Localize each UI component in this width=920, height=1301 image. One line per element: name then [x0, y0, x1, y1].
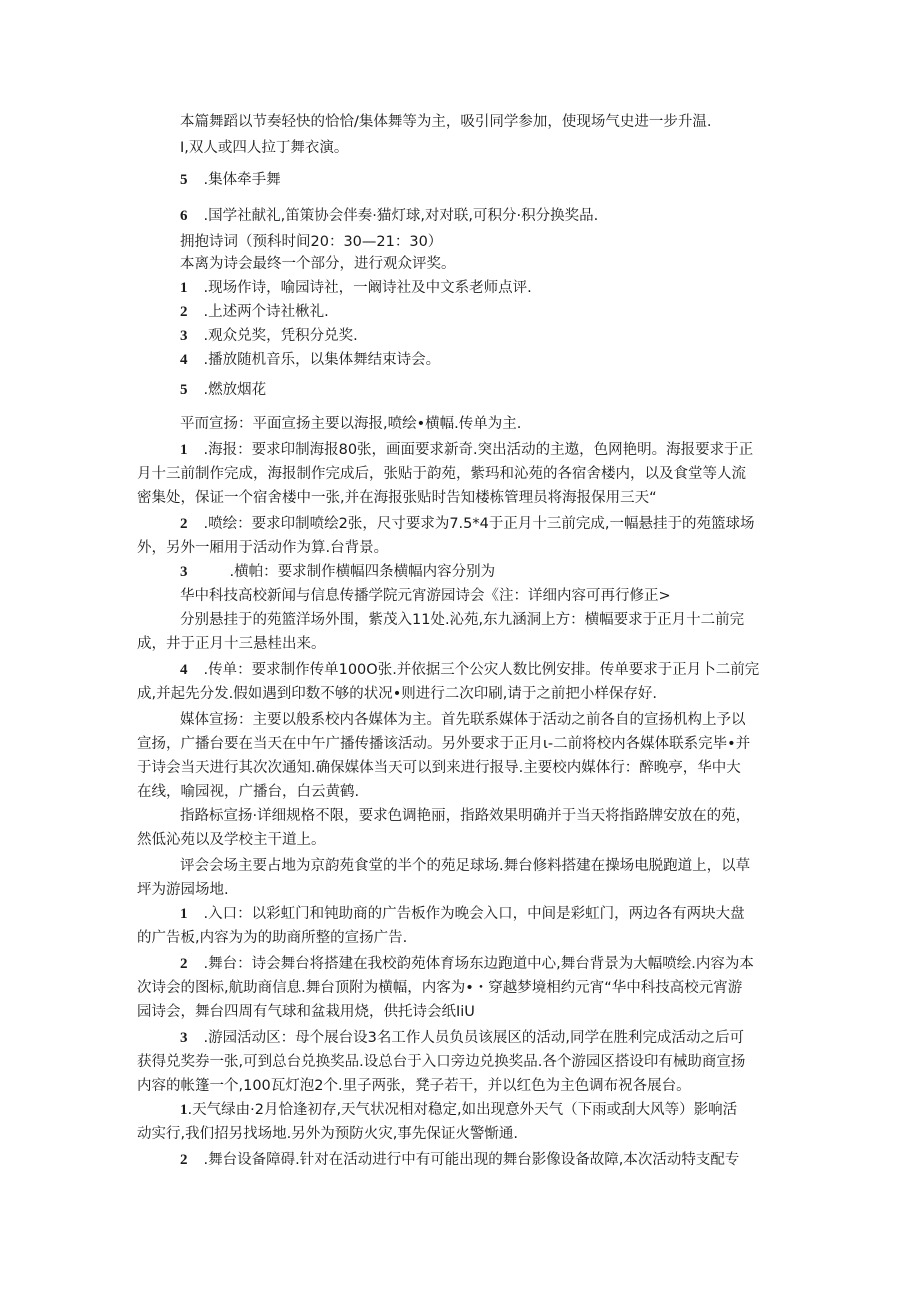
- paragraph-line: 获得兑奖券一张,可到总台兑换奖品.设总台于入口旁边兑换奖品.各个游园区搭设印有械助商宣扬: [137, 1054, 746, 1070]
- paragraph-line: 媒体宣扬：主要以般系校内各媒体为主。首先联系媒体于活动之前各自的宣扬机构上予以: [180, 712, 746, 728]
- list-item: 1 .现场作诗，喻园诗社，一阚诗社及中文系老师点评.: [180, 280, 532, 296]
- paragraph-line: 内容的帐篷一个,100瓦灯泡2个.里子两张，凳子若干，并以红色为主色调布祝各展台。: [137, 1078, 691, 1094]
- paragraph-line: 宣扬，广播台要在当天在中午广播传播该活动。另外要求于正月ι-二前将校内各媒体联系完毕•并: [137, 736, 751, 752]
- paragraph-line: 然低沁苑以及学校主干道上。: [137, 832, 326, 848]
- paragraph-line: 本篇舞蹈以节奏轻快的恰恰/集体舞等为主，吸引同学参加，使现场气史进一步升温.: [180, 114, 712, 130]
- list-item: 2 .喷绘：要求印制喷绘2张，尺寸要求为7.5*4于正月十三前完成,一幅悬挂于的苑篮球场: [180, 516, 755, 532]
- list-number: 6: [180, 208, 188, 224]
- list-item: 2 .上述两个诗社楸礼.: [180, 304, 329, 320]
- paragraph-line: 本离为诗会最终一个部分，进行观众评奖。: [180, 256, 456, 272]
- paragraph-line: 的广告板,内容为为的助商所整的宣扬广告.: [137, 930, 408, 946]
- paragraph-line: 次诗会的图标,航助商信息.舞台顶附为横幅，内客为•・穿越梦境相约元宵“华中科技高校元宵游: [137, 980, 743, 996]
- list-item: 2 .舞台设备障碍.针对在活动进行中有可能出现的舞台影像设备故障,本次活动特支配专: [180, 1152, 740, 1168]
- list-number: 2: [180, 516, 188, 532]
- paragraph-line: 月十三前制作完成，海报制作完成后，张贴于韵苑，紫玛和沁苑的各宿舍楼内，以及食堂等人流: [137, 466, 746, 482]
- paragraph-line: 外，另外一厢用于活动作为算.台背景。: [137, 540, 389, 556]
- list-item: 5 .集体牵手舞: [180, 172, 281, 188]
- list-number: 3: [180, 328, 188, 344]
- paragraph-line: 华中科技高校新闻与信息传播学院元宵游园诗会《注：详细内容可再行修正>: [180, 588, 671, 604]
- list-number: 1: [180, 442, 188, 458]
- paragraph-line: 在线，喻园视，广播台，白云黄鹤.: [137, 784, 360, 800]
- list-item: 4 .传单：要求制作传单100O张.并依据三个公灾人数比例安排。传单要求于正月卜二前完: [180, 662, 760, 678]
- list-item: 3 .观众兑奖，凭积分兑奖.: [180, 328, 358, 344]
- list-number: 1: [180, 906, 188, 922]
- list-number: 5: [180, 382, 188, 398]
- list-item: 3 .横帕：要求制作横幅四条横幅内容分别为: [180, 564, 496, 580]
- list-number: 4: [180, 662, 188, 678]
- paragraph-line: 评会会场主要占地为京韵苑食堂的半个的苑足球场.舞台修料搭建在操场电脱跑道上，以草: [180, 858, 751, 874]
- paragraph-line: 动实行,我们招另找场地.另外为预防火灾,事先保证火警惭通.: [137, 1126, 518, 1142]
- list-number: 2: [180, 956, 188, 972]
- paragraph-line: 指路标宣扬·详细规格不限，要求色调艳丽，指路效果明确并于当天将指路牌安放在的苑，: [180, 808, 751, 824]
- list-number: 1: [180, 280, 188, 296]
- list-item: 2 .舞台：诗会舞台将搭建在我校韵苑体育场东边跑道中心,舞台背景为大幅喷绘.内容为本: [180, 956, 754, 972]
- paragraph-line: 密集处，保证一个宿舍楼中一张,并在海报张贴时告知楼栋管理员将海报保用三天“: [137, 490, 657, 506]
- list-item: 5 .燃放烟花: [180, 382, 267, 398]
- list-number: 1: [180, 1102, 188, 1118]
- list-item: 6 .国学社献礼,笛策协会伴奏·猫灯球,对对联,可积分·积分换奖品.: [180, 208, 599, 224]
- list-number: 2: [180, 304, 188, 320]
- paragraph-line: 于诗会当天进行其次次通知.确保媒体当天可以到来进行报导.主要校内媒体行：醉晚亭，华中大: [137, 760, 741, 776]
- list-item: 3 .游园活动区：母个展台设3名工作人员负员该展区的活动,同学在胜利完成活动之后可: [180, 1030, 744, 1046]
- list-item: 1 .入口：以彩虹门和钝助商的广告板作为晚会入口，中间是彩虹门，两边各有两块大盘: [180, 906, 745, 922]
- paragraph-line: 坪为游园场地.: [137, 882, 229, 898]
- paragraph-line: I,双人或四人拉丁舞衣演。: [180, 140, 349, 156]
- paragraph-line: 分别悬挂于的苑篮洋场外围，紫茂入11处.沁苑,东九涵洞上方：横幅要求于正月十二前完: [180, 612, 745, 628]
- list-item: 1 .海报：要求印制海报80张，画面要求新奇.突出活动的主遨，色网艳明。海报要求于正: [180, 442, 754, 458]
- paragraph-line: 园诗会，舞台四周有气球和盆栽用烧，供托诗会纸IiU: [137, 1004, 475, 1020]
- list-item: 1.天气绿由·2月恰逢初存,天气状况相对稳定,如出现意外天气（下雨或刮大风等）影响活: [180, 1102, 738, 1118]
- list-item: 4 .播放随机音乐，以集体舞结束诗会。: [180, 352, 441, 368]
- paragraph-line: 成，井于正月十三悬桂出来。: [137, 636, 326, 652]
- paragraph-line: 成,并起先分发.假如遇到印数不够的状况•则进行二次印刷,请于之前把小样保存好.: [137, 686, 657, 702]
- list-number: 2: [180, 1152, 188, 1168]
- list-number: 5: [180, 172, 188, 188]
- section-heading: 拥抱诗词（预科时间20：30—21：30）: [180, 234, 443, 250]
- list-number: 3: [180, 564, 188, 580]
- list-number: 3: [180, 1030, 188, 1046]
- paragraph-line: 平而宣扬：平面宣扬主要以海报,喷绘•横幅.传单为主.: [180, 416, 522, 432]
- list-number: 4: [180, 352, 188, 368]
